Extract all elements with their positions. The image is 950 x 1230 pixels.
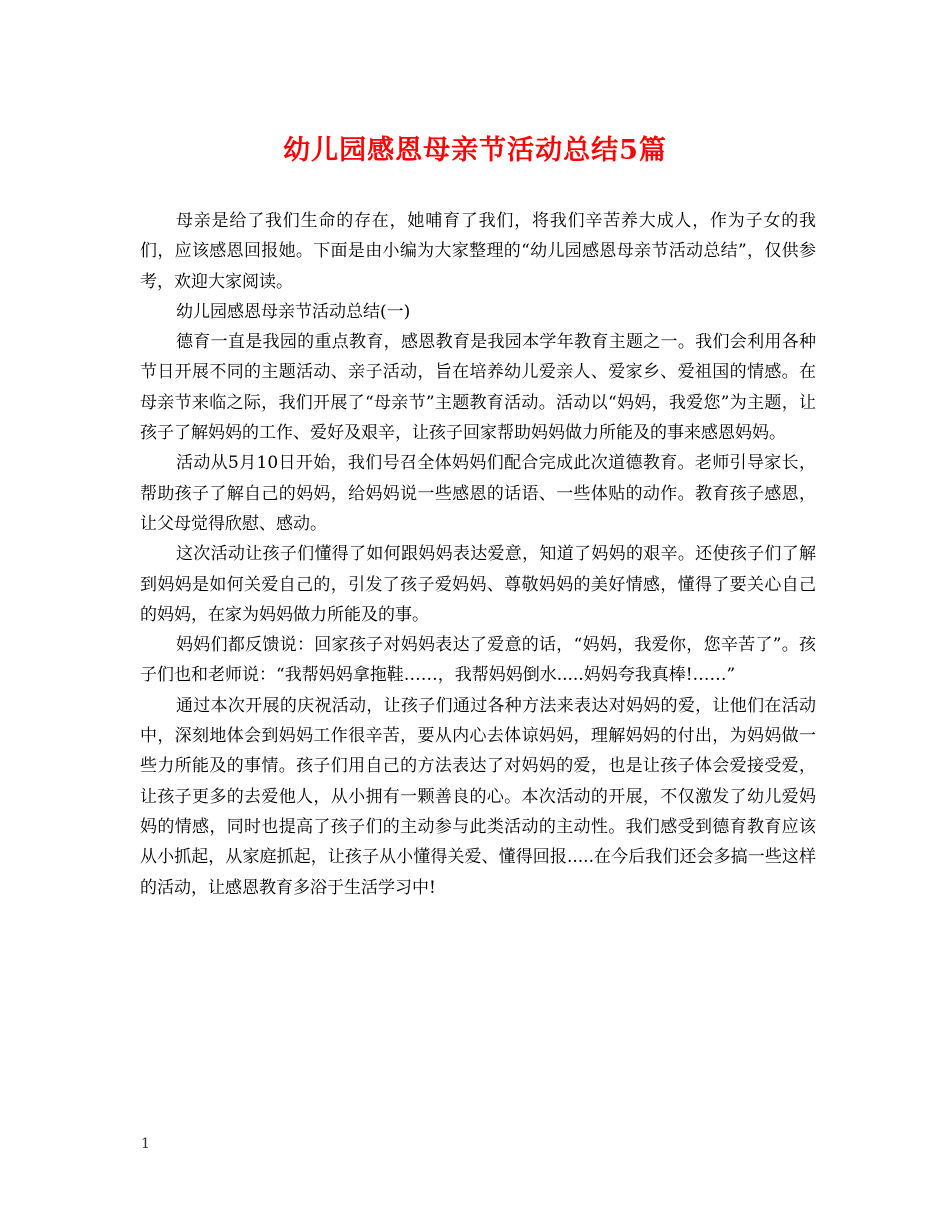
body-paragraph-1: 德育一直是我园的重点教育，感恩教育是我园本学年教育主题之一。我们会利用各种节日开展不同的主题活动、亲子活动，旨在培养幼儿爱亲人、爱家乡、爱祖国的情感。在母亲节来临之际，我们开展了“母亲节”主题教育活动。活动以“妈妈，我爱您”为主题，让孩子了解妈妈的工作、爱好及艰辛，让孩子回家帮助妈妈做力所能及的事来感恩妈妈。 — [140, 332, 816, 444]
body-paragraph-2: 活动从5月10日开始，我们号召全体妈妈们配合完成此次道德教育。老师引导家长，帮助孩子了解自己的妈妈，给妈妈说一些感恩的话语、一些体贴的动作。教育孩子感恩，让父母觉得欣慰、感动。 — [140, 453, 816, 534]
intro-paragraph: 母亲是给了我们生命的存在，她哺育了我们，将我们辛苦养大成人，作为子女的我们，应该感恩回报她。下面是由小编为大家整理的“幼儿园感恩母亲节活动总结”，仅供参考，欢迎大家阅读。 — [140, 211, 816, 292]
body-paragraph-3: 这次活动让孩子们懂得了如何跟妈妈表达爱意，知道了妈妈的艰辛。还使孩子们了解到妈妈是如何关爱自己的，引发了孩子爱妈妈、尊敬妈妈的美好情感，懂得了要关心自己的妈妈，在家为妈妈做力所能及的事。 — [140, 544, 816, 625]
document-title: 幼儿园感恩母亲节活动总结5篇 — [283, 135, 667, 166]
body-paragraph-5: 通过本次开展的庆祝活动，让孩子们通过各种方法来表达对妈妈的爱，让他们在活动中，深刻地体会到妈妈工作很辛苦，要从内心去体谅妈妈，理解妈妈的付出，为妈妈做一些力所能及的事情。孩子们用自己的方法表达了对妈妈的爱，也是让孩子体会爱接受爱，让孩子更多的去爱他人，从小拥有一颗善良的心。本次活动的开展，不仅激发了幼儿爱妈妈的情感，同时也提高了孩子们的主动参与此类活动的主动性。我们感受到德育教育应该从小抓起，从家庭抓起，让孩子从小懂得关爱、懂得回报.....在今后我们还会多搞一些这样的活动，让感恩教育多浴于生活学习中! — [140, 695, 816, 898]
document-body — [140, 206, 816, 903]
body-paragraph-4: 妈妈们都反馈说：回家孩子对妈妈表达了爱意的话，“妈妈，我爱你，您辛苦了”。孩子们也和老师说：“我帮妈妈拿拖鞋……，我帮妈妈倒水.....妈妈夸我真棒!……” — [140, 635, 816, 686]
page-number: 1 — [141, 1136, 150, 1152]
section-heading: 幼儿园感恩母亲节活动总结(一) — [176, 301, 411, 322]
